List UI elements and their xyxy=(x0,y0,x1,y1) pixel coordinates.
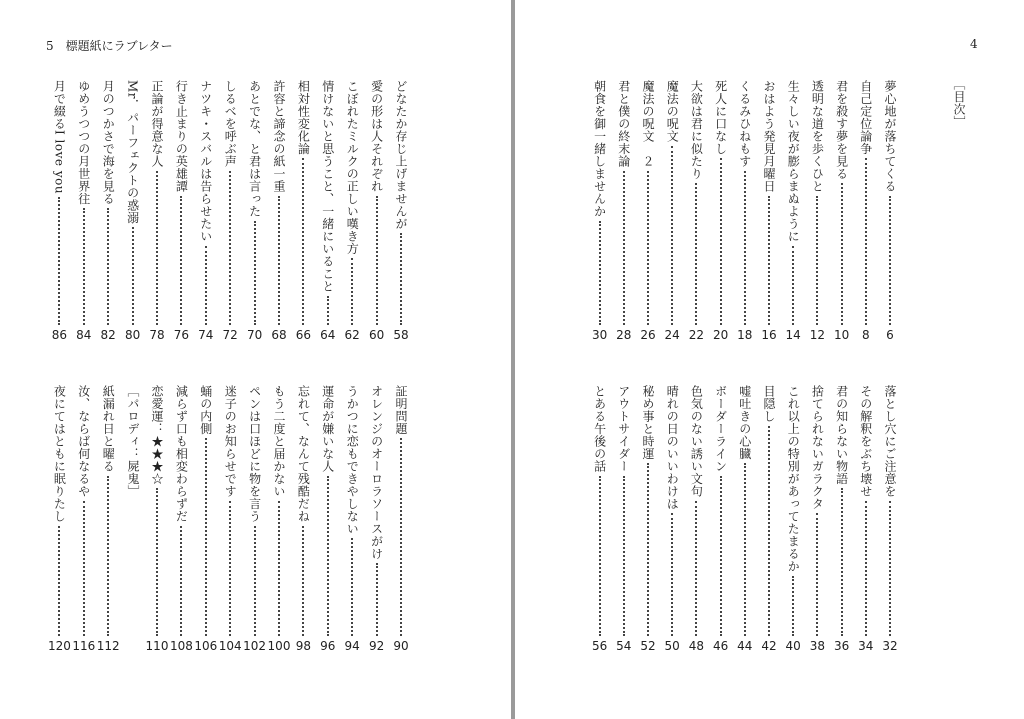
toc-leader-dots xyxy=(180,196,182,326)
toc-leader-dots xyxy=(83,208,85,325)
toc-entry-page-number: 70 xyxy=(246,328,263,342)
toc-entry-page-number: 24 xyxy=(664,328,680,342)
toc-entry-page-number: 102 xyxy=(243,639,267,653)
toc-entry-page-number: 96 xyxy=(320,639,336,653)
toc-leader-dots xyxy=(205,438,207,636)
toc-entry-title: 紙漏れ日と曜る xyxy=(101,385,116,473)
toc-leader-dots xyxy=(599,476,601,637)
toc-entry-title: あとでな、と君は言った xyxy=(247,80,262,218)
toc-leader-dots xyxy=(695,501,697,637)
toc-entry-page-number: 28 xyxy=(616,328,632,342)
toc-entry-page-number: 8 xyxy=(861,328,870,342)
toc-entry-title: 秘め事と時運 xyxy=(641,385,655,460)
toc-entry-page-number: 98 xyxy=(295,639,312,653)
toc-leader-dots xyxy=(132,227,134,325)
toc-entry-title: こぼれたミルクの正しい嘆き方 xyxy=(345,80,360,255)
toc-entry xyxy=(368,385,386,653)
toc-entry xyxy=(615,385,633,653)
toc-entry-page-number: 104 xyxy=(218,639,242,653)
toc-leader-dots xyxy=(180,526,182,637)
toc-entry xyxy=(736,385,754,653)
toc-entry-page-number: 76 xyxy=(173,328,190,342)
toc-entry-title: 月で綴るI love you xyxy=(52,80,67,195)
toc-entry-title: ゆめうつつの月世界往 xyxy=(76,80,91,205)
toc-entry-title: 月のつかさで海を見る xyxy=(101,80,116,205)
toc-leader-dots xyxy=(107,208,109,325)
toc-leader-dots xyxy=(695,183,697,325)
toc-entry xyxy=(663,80,681,342)
toc-entry-page-number: 30 xyxy=(591,328,608,342)
toc-entry-page-number: 56 xyxy=(591,639,608,653)
toc-entry xyxy=(47,385,71,653)
toc-entry xyxy=(663,385,681,653)
toc-entry-page-number: 72 xyxy=(222,328,238,342)
toc-entry-page-number: 34 xyxy=(858,639,874,653)
toc-leader-dots xyxy=(816,196,818,326)
toc-entry xyxy=(591,385,609,653)
toc-entry-title: しるべを呼ぶ声 xyxy=(223,80,238,168)
toc-entry xyxy=(246,80,264,342)
toc-leader-dots xyxy=(302,526,304,637)
toc-leader-dots xyxy=(254,221,256,326)
toc-entry xyxy=(833,80,851,342)
toc-entry xyxy=(392,80,410,342)
toc-entry xyxy=(221,80,239,342)
toc-leader-dots xyxy=(278,196,280,326)
toc-entry xyxy=(368,80,386,342)
toc-entry-title: 嘘吐きの心臓 xyxy=(737,385,752,460)
toc-leader-dots xyxy=(229,501,231,637)
toc-entry-title: 自己定位論争 xyxy=(858,80,873,155)
toc-entry-title: 夢心地が落ちてくる xyxy=(883,80,897,193)
toc-entry-title: 情けないと思うこと、一緒にいること xyxy=(320,80,335,293)
toc-leader-dots xyxy=(889,501,891,637)
toc-leader-dots xyxy=(865,158,867,325)
toc-entry xyxy=(808,80,826,342)
toc-entry-title: 魔法の呪文 ２ xyxy=(641,80,655,168)
toc-entry-page-number: 22 xyxy=(688,328,705,342)
toc-entry-page-number: 12 xyxy=(809,328,826,342)
toc-entry-page-number: 68 xyxy=(271,328,287,342)
toc-entry xyxy=(319,80,337,342)
toc-entry xyxy=(808,385,826,653)
toc-entry-page-number: 10 xyxy=(833,328,850,342)
toc-entry-page-number: 120 xyxy=(47,639,71,653)
toc-entry xyxy=(169,385,193,653)
toc-leader-dots xyxy=(623,171,625,326)
toc-entry-title: もう二度と届かない xyxy=(272,385,286,498)
toc-entry xyxy=(294,385,312,653)
toc-entry-title: ナツキ・スバルは告らせたい xyxy=(198,80,213,243)
toc-label-text: ［目次］ xyxy=(952,78,966,128)
toc-entry xyxy=(881,80,899,342)
toc-entry-title: 捨てられないガラクタ xyxy=(810,385,825,510)
toc-entry xyxy=(760,385,778,653)
toc-leader-dots xyxy=(792,576,794,637)
toc-entry-title: 生々しい夜が膨らまぬように xyxy=(786,80,801,243)
toc-entry-title: 君を殺す夢を見る xyxy=(834,80,849,180)
right-page-header: 4 xyxy=(970,37,978,51)
toc-leader-dots xyxy=(351,538,353,636)
toc-entry-title: 忘れて、なんて残酷だね xyxy=(296,385,311,523)
toc-leader-dots xyxy=(671,146,673,326)
toc-entry xyxy=(172,80,190,342)
toc-leader-dots xyxy=(647,171,649,326)
toc-leader-dots xyxy=(58,526,60,637)
toc-entry-page-number: 32 xyxy=(882,639,898,653)
toc-entry xyxy=(857,385,875,653)
toc-leader-dots xyxy=(744,463,746,636)
toc-leader-dots xyxy=(327,296,329,326)
toc-entry-page-number: 38 xyxy=(809,639,826,653)
toc-entry xyxy=(218,385,242,653)
toc-entry-title: うかつに恋もできやしない xyxy=(345,385,360,535)
toc-entry-page-number: 58 xyxy=(393,328,409,342)
toc-entry xyxy=(197,80,215,342)
toc-entry-page-number: 20 xyxy=(712,328,729,342)
toc-entry-page-number: 92 xyxy=(368,639,385,653)
toc-entry-title: 恋愛運：★★★☆ xyxy=(150,385,164,485)
toc-leader-dots xyxy=(623,476,625,637)
toc-entry-page-number: 84 xyxy=(76,328,92,342)
toc-leader-dots xyxy=(351,258,353,325)
toc-entry-page-number: 78 xyxy=(149,328,165,342)
toc-leader-dots xyxy=(107,476,109,637)
toc-entry-title: 落とし穴にご注意を xyxy=(883,385,897,498)
toc-entry-page-number: 44 xyxy=(737,639,753,653)
toc-entry xyxy=(75,80,93,342)
toc-entry xyxy=(639,80,657,342)
toc-entry-title: 魔法の呪文 xyxy=(665,80,680,143)
toc-entry-page-number: 100 xyxy=(267,639,291,653)
toc-entry-title: 透明な道を歩くひと xyxy=(810,80,825,193)
toc-entry-title: くるみひねもす xyxy=(737,80,752,168)
toc-entry-title: 君と僕の終末論 xyxy=(616,80,631,168)
toc-leader-dots xyxy=(768,426,770,637)
toc-entry-page-number: 14 xyxy=(785,328,801,342)
toc-entry xyxy=(784,80,802,342)
toc-entry xyxy=(591,80,609,342)
toc-entry xyxy=(343,80,361,342)
toc-leader-dots xyxy=(278,501,280,637)
toc-leader-dots xyxy=(327,476,329,637)
toc-entry-page-number: 6 xyxy=(886,328,894,342)
toc-entry-page-number: 90 xyxy=(393,639,409,653)
toc-leader-dots xyxy=(841,488,843,636)
toc-entry-title: 減らず口も相変わらずだ xyxy=(174,385,189,523)
toc-entry xyxy=(881,385,899,653)
parody-section-label xyxy=(125,385,143,502)
toc-entry xyxy=(392,385,410,653)
toc-entry xyxy=(712,385,730,653)
toc-entry xyxy=(687,80,705,342)
toc-label xyxy=(951,78,969,132)
toc-entry-page-number: 62 xyxy=(344,328,360,342)
toc-leader-dots xyxy=(720,158,722,325)
toc-entry-title: これ以上の特別があってたまるか xyxy=(786,385,801,573)
toc-leader-dots xyxy=(376,196,378,326)
toc-leader-dots xyxy=(671,513,673,636)
toc-entry-title: 愛の形は人それぞれ xyxy=(369,80,384,193)
toc-entry-title: 相対性変化論 xyxy=(296,80,311,155)
toc-leader-dots xyxy=(768,196,770,326)
toc-entry xyxy=(243,385,267,653)
toc-entry-page-number: 60 xyxy=(368,328,385,342)
toc-entry-page-number: 36 xyxy=(833,639,850,653)
right-page xyxy=(515,0,1024,719)
toc-entry-title: おはよう発見月曜日 xyxy=(762,80,776,193)
toc-entry-title: 汝、ならば何なるや xyxy=(76,385,91,498)
toc-entry-page-number: 112 xyxy=(96,639,120,653)
toc-entry-page-number: 50 xyxy=(664,639,680,653)
toc-entry-title: 死人に口なし xyxy=(713,80,728,155)
toc-entry xyxy=(194,385,218,653)
toc-entry-page-number: 74 xyxy=(198,328,214,342)
toc-leader-dots xyxy=(302,158,304,325)
toc-entry-page-number: 80 xyxy=(124,328,141,342)
toc-entry-page-number: 64 xyxy=(320,328,336,342)
toc-entry-title: 許容と諦念の紙一重 xyxy=(272,80,286,193)
toc-leader-dots xyxy=(792,246,794,326)
toc-entry xyxy=(270,80,288,342)
left-page xyxy=(0,0,511,719)
toc-leader-dots xyxy=(816,513,818,636)
toc-entry-title: 朝食を御一緒しませんか xyxy=(592,80,607,218)
toc-leader-dots xyxy=(841,183,843,325)
toc-entry-title: Mr．パーフェクトの惑溺 xyxy=(125,80,140,225)
toc-entry-title: 正論が得意な人 xyxy=(150,80,164,168)
toc-entry-title: 目隠し xyxy=(762,385,776,423)
toc-entry xyxy=(319,385,337,653)
toc-entry-page-number: 46 xyxy=(712,639,729,653)
toc-entry xyxy=(736,80,754,342)
toc-leader-dots xyxy=(376,563,378,636)
toc-entry-title: アウトサイダー xyxy=(616,385,631,473)
toc-entry-title: 蛹の内側 xyxy=(198,385,213,435)
toc-entry-title: ペンは口ほどに物を言う xyxy=(247,385,262,523)
left-page-header: 5 標題紙にラブレター xyxy=(46,39,173,53)
toc-entry-title: 迷子のお知らせです xyxy=(223,385,238,498)
toc-entry-title: 色気のない誘い文句 xyxy=(689,385,704,498)
toc-entry xyxy=(615,80,633,342)
toc-entry-page-number: 116 xyxy=(72,639,96,653)
toc-entry xyxy=(99,80,117,342)
toc-entry-title: 君の知らない物語 xyxy=(834,385,849,485)
toc-entry-title: 運命が嫌いな人 xyxy=(320,385,335,473)
toc-entry-page-number: 52 xyxy=(640,639,656,653)
toc-entry-page-number: 18 xyxy=(737,328,753,342)
toc-entry-page-number: 48 xyxy=(688,639,705,653)
toc-leader-dots xyxy=(58,197,60,325)
toc-entry-title: 晴れの日のいいわけは xyxy=(665,385,680,510)
toc-entry-page-number: 66 xyxy=(295,328,312,342)
toc-entry xyxy=(639,385,657,653)
toc-leader-dots xyxy=(156,171,158,326)
toc-entry xyxy=(50,80,68,342)
toc-entry xyxy=(833,385,851,653)
toc-entry xyxy=(96,385,120,653)
toc-entry-page-number: 40 xyxy=(785,639,801,653)
toc-entry-title: ボーダーライン xyxy=(713,385,728,473)
toc-leader-dots xyxy=(205,246,207,326)
toc-entry xyxy=(267,385,291,653)
toc-entry-title: 大欲は君に似たり xyxy=(689,80,704,180)
toc-leader-dots xyxy=(400,233,402,325)
toc-entry-title: 証明問題 xyxy=(394,385,408,435)
toc-entry-title: とある午後の話 xyxy=(592,385,607,473)
toc-entry-title: その解釈をぶち壊せ xyxy=(858,385,873,498)
toc-entry-page-number: 108 xyxy=(169,639,193,653)
toc-entry xyxy=(343,385,361,653)
toc-entry-title: オレンジのオーロラソースがけ xyxy=(369,385,384,560)
toc-leader-dots xyxy=(229,171,231,326)
toc-leader-dots xyxy=(254,526,256,637)
toc-entry-page-number: 26 xyxy=(640,328,656,342)
toc-entry xyxy=(760,80,778,342)
toc-leader-dots xyxy=(400,438,402,636)
toc-entry xyxy=(294,80,312,342)
toc-leader-dots xyxy=(83,501,85,637)
toc-entry-page-number: 94 xyxy=(344,639,360,653)
toc-entry-page-number: 16 xyxy=(761,328,777,342)
toc-entry-title: 夜にてはともに眠りたし xyxy=(52,385,67,523)
toc-entry xyxy=(145,385,169,653)
toc-entry xyxy=(784,385,802,653)
toc-entry-page-number: 86 xyxy=(51,328,68,342)
toc-entry-page-number: 42 xyxy=(761,639,777,653)
section-label-text: ［パロディ：屍鬼］ xyxy=(126,385,140,498)
toc-entry-page-number: 82 xyxy=(100,328,116,342)
toc-entry-page-number: 106 xyxy=(194,639,218,653)
toc-leader-dots xyxy=(865,501,867,637)
toc-entry xyxy=(712,80,730,342)
toc-leader-dots xyxy=(599,221,601,326)
toc-entry-page-number: 110 xyxy=(145,639,169,653)
toc-leader-dots xyxy=(744,171,746,326)
toc-leader-dots xyxy=(156,488,158,636)
toc-entry-title: 行き止まりの英雄譚 xyxy=(174,80,189,193)
toc-entry xyxy=(857,80,875,342)
toc-leader-dots xyxy=(889,196,891,326)
toc-entry xyxy=(148,80,166,342)
toc-leader-dots xyxy=(647,463,649,636)
toc-entry xyxy=(687,385,705,653)
toc-leader-dots xyxy=(720,476,722,637)
toc-entry xyxy=(72,385,96,653)
toc-entry-page-number: 54 xyxy=(616,639,632,653)
toc-entry xyxy=(124,80,142,342)
toc-entry-title: どなたか存じ上げませんが xyxy=(394,80,408,230)
